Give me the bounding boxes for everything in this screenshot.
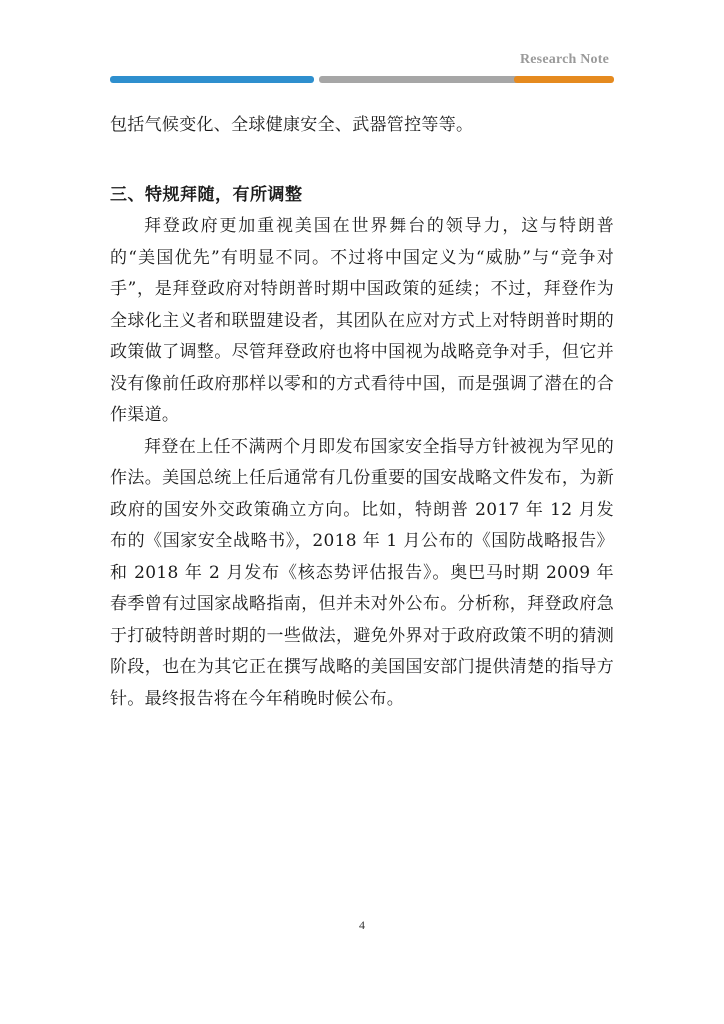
header-bar-blue [110,76,314,83]
header-bar-gray [319,76,519,83]
header-label: Research Note [519,52,609,67]
section-heading: 三、特规拜随，有所调整 [110,184,303,205]
body-paragraph-2: 拜登在上任不满两个月即发布国家安全指导方针被视为罕见的作法。美国总统上任后通常有几份重要的国安战略文件发布，为新政府的国安外交政策确立方向。比如，特朗普 2017 年 12 月发布的《国家安全战略书》，2018 年 1 月公布的《国防战略报告》和 2018 年 2 月发布《核态势评估报告》。奥巴马时期 2009 年春季曾有过国家战略指南，但并未对外公布。分析称，拜登政府急于打破特朗普时期的一些做法，避免外界对于政府政策不明的猜测阶段，也在为其它正在撰写战略的美国国安部门提供清楚的指导方针。最终报告将在今年稍晚时候公布。 [110,436,614,709]
header-bar-orange [514,76,614,83]
document-body [110,110,614,715]
header-color-bars [110,76,614,83]
page-number: 4 [359,918,365,932]
body-paragraph-1: 拜登政府更加重视美国在世界舞台的领导力，这与特朗普的“美国优先”有明显不同。不过将中国定义为“威胁”与“竞争对手”，是拜登政府对特朗普时期中国政策的延续；不过，拜登作为全球化主义者和联盟建设者，其团队在应对方式上对特朗普时期的政策做了调整。尽管拜登政府也将中国视为战略竞争对手，但它并没有像前任政府那样以零和的方式看待中国，而是强调了潜在的合作渠道。 [110,216,614,425]
continued-paragraph: 包括气候变化、全球健康安全、武器管控等等。 [110,115,474,135]
